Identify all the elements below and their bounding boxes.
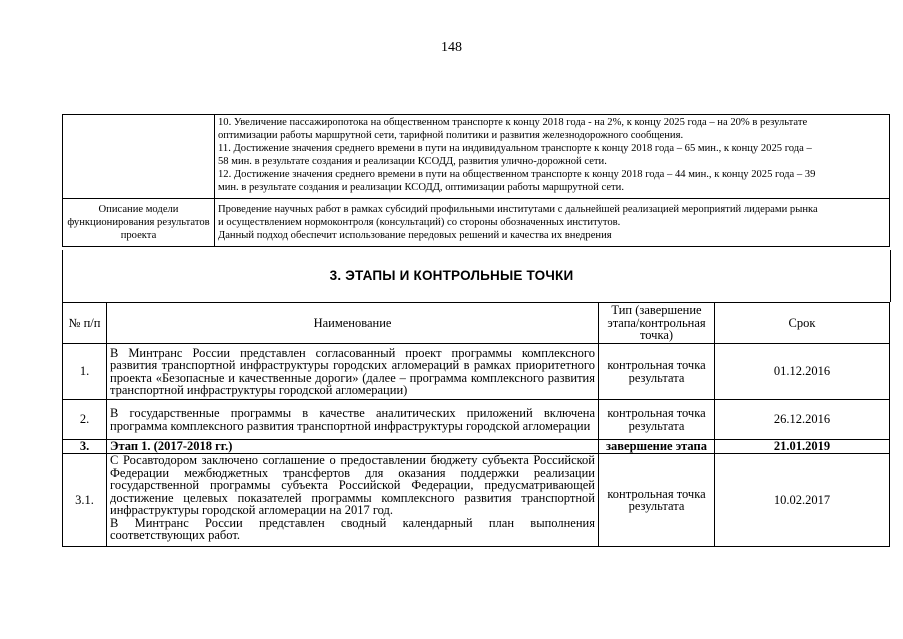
text-line: 10. Увеличение пассажиропотока на общественном транспорте к концу 2018 года - на 2%, к концу 2025 года – на 20% в результате	[218, 117, 808, 128]
header-date: Срок	[715, 303, 890, 344]
row-date: 26.12.2016	[715, 400, 890, 440]
row-date: 21.01.2019	[715, 440, 890, 454]
text-line: и осуществлением нормоконтроля (консультаций) со стороны обозначенных институтов.	[218, 217, 621, 228]
row-name-extra: В Минтранс России представлен сводный календарный план выполнения соответствующих работ.	[110, 515, 595, 542]
row-type: контрольная точка результата	[599, 400, 715, 440]
row-date: 10.02.2017	[715, 454, 890, 547]
page-number: 148	[441, 40, 462, 55]
table-row	[63, 199, 890, 247]
header-num: № п/п	[63, 303, 107, 344]
row-name-cell	[107, 454, 599, 547]
row-text	[215, 199, 890, 247]
header-name: Наименование	[107, 303, 599, 344]
table-row	[63, 115, 890, 199]
section-title: 3. ЭТАПЫ И КОНТРОЛЬНЫЕ ТОЧКИ	[329, 268, 574, 283]
text-line: 12. Достижение значения среднего времени в пути на общественном транспорте к концу 2018 года – 44 мин., к концу 2025 года – 39	[218, 169, 816, 180]
row-num: 3.1.	[63, 454, 107, 547]
project-results-table	[62, 114, 890, 247]
row-name: Этап 1. (2017-2018 гг.)	[107, 440, 599, 454]
row-label: Описание модели функционирования результатов проекта	[63, 199, 215, 247]
text-line: мин. в результате создания и реализации КСОДД, оптимизации работы маршрутной сети.	[218, 182, 624, 193]
stages-table	[62, 302, 890, 547]
row-name: В государственные программы в качестве аналитических приложений включена программа комплексного развития транспортной инфраструктуры городской агломерации	[107, 400, 599, 440]
text-line: Проведение научных работ в рамках субсидий профильными институтами с дальнейшей реализацией мероприятий лидерами рынка	[218, 204, 818, 215]
row-text	[215, 115, 890, 199]
text-line: 11. Достижение значения среднего времени в пути на индивидуальном транспорте к концу 2018 года – 65 мин., к концу 2025 года –	[218, 143, 812, 154]
row-num: 1.	[63, 344, 107, 400]
table-row	[63, 400, 890, 440]
row-label	[63, 115, 215, 199]
table-row	[63, 454, 890, 547]
row-name: В Минтранс России представлен согласованный проект программы комплексного развития транспортной инфраструктуры городских агломераций в рамках приоритетного проекта «Безопасные и качественные дороги» (далее – программа комплексного развития транспортной инфраструктуры городской агломерации)	[107, 344, 599, 400]
row-num: 3.	[63, 440, 107, 454]
stage-row	[63, 440, 890, 454]
row-type: контрольная точка результата	[599, 454, 715, 547]
row-date: 01.12.2016	[715, 344, 890, 400]
row-name: С Росавтодором заключено соглашение о предоставлении бюджету субъекта Российской Федерации межбюджетных трансфертов для оказания поддержки реализации государственной программы субъекта Российской Федерации, предусматривающей достижение целевых показателей программы комплексного развития транспортной инфраструктуры городской агломерации на 2017 год.	[110, 453, 595, 517]
table-row	[63, 344, 890, 400]
row-type: контрольная точка результата	[599, 344, 715, 400]
header-row	[63, 303, 890, 344]
text-line: Данный подход обеспечит использование передовых решений и качества их внедрения	[218, 230, 612, 241]
text-line: оптимизации работы маршрутной сети, тарифной политики и развития железнодорожного сообщения.	[218, 130, 684, 141]
row-type: завершение этапа	[599, 440, 715, 454]
header-type: Тип (завершение этапа/контрольная точка)	[599, 303, 715, 344]
row-num: 2.	[63, 400, 107, 440]
text-line: 58 мин. в результате создания и реализации КСОДД, развития улично-дорожной сети.	[218, 156, 607, 167]
